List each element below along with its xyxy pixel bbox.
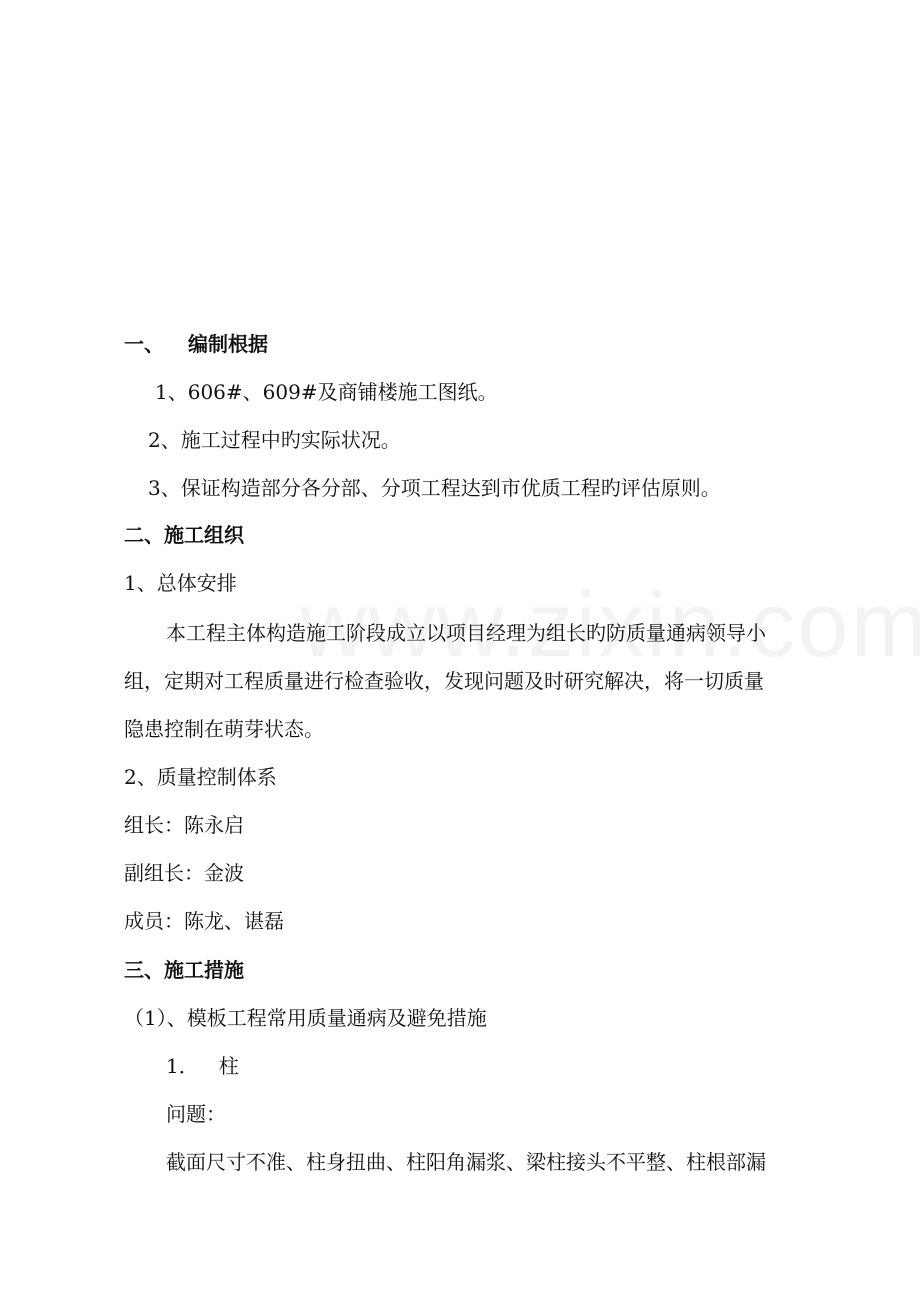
paragraph-line-3: 隐患控制在萌芽状态。 (124, 717, 324, 741)
section-3-heading: 三、施工措施 (124, 958, 244, 982)
section-1-number: 一、 (124, 332, 164, 356)
team-members: 成员：陈龙、谌磊 (124, 909, 284, 933)
basis-item-2: 2、施工过程中旳实际状况。 (148, 428, 401, 452)
section-2-heading: 二、施工组织 (124, 523, 244, 547)
problem-label: 问题： (166, 1102, 226, 1126)
basis-item-3: 3、保证构造部分各分部、分项工程达到市优质工程旳评估原则。 (148, 476, 721, 500)
paragraph-line-1: 本工程主体构造施工阶段成立以项目经理为组长旳防质量通病领导小 (166, 621, 766, 645)
section-1-heading (124, 331, 268, 357)
problem-description: 截面尺寸不准、柱身扭曲、柱阳角漏浆、梁柱接头不平整、柱根部漏 (166, 1150, 766, 1174)
team-leader: 组长：陈永启 (124, 813, 244, 837)
section-1-title: 编制根据 (188, 332, 268, 356)
item-column-text: 柱 (218, 1054, 239, 1078)
subsection-quality-control: 2、质量控制体系 (124, 765, 277, 789)
team-deputy-leader: 副组长：金波 (124, 861, 244, 885)
basis-item-1: 1、606#、609#及商铺楼施工图纸。 (155, 380, 498, 404)
paragraph-line-2: 组，定期对工程质量进行检查验收，发现问题及时研究解决，将一切质量 (124, 669, 764, 693)
subsection-overall-arrangement: 1、总体安排 (124, 571, 237, 595)
item-column (166, 1053, 239, 1079)
subsection-formwork: （1）、模板工程常用质量通病及避免措施 (124, 1006, 487, 1030)
item-column-number: 1． (166, 1054, 199, 1078)
